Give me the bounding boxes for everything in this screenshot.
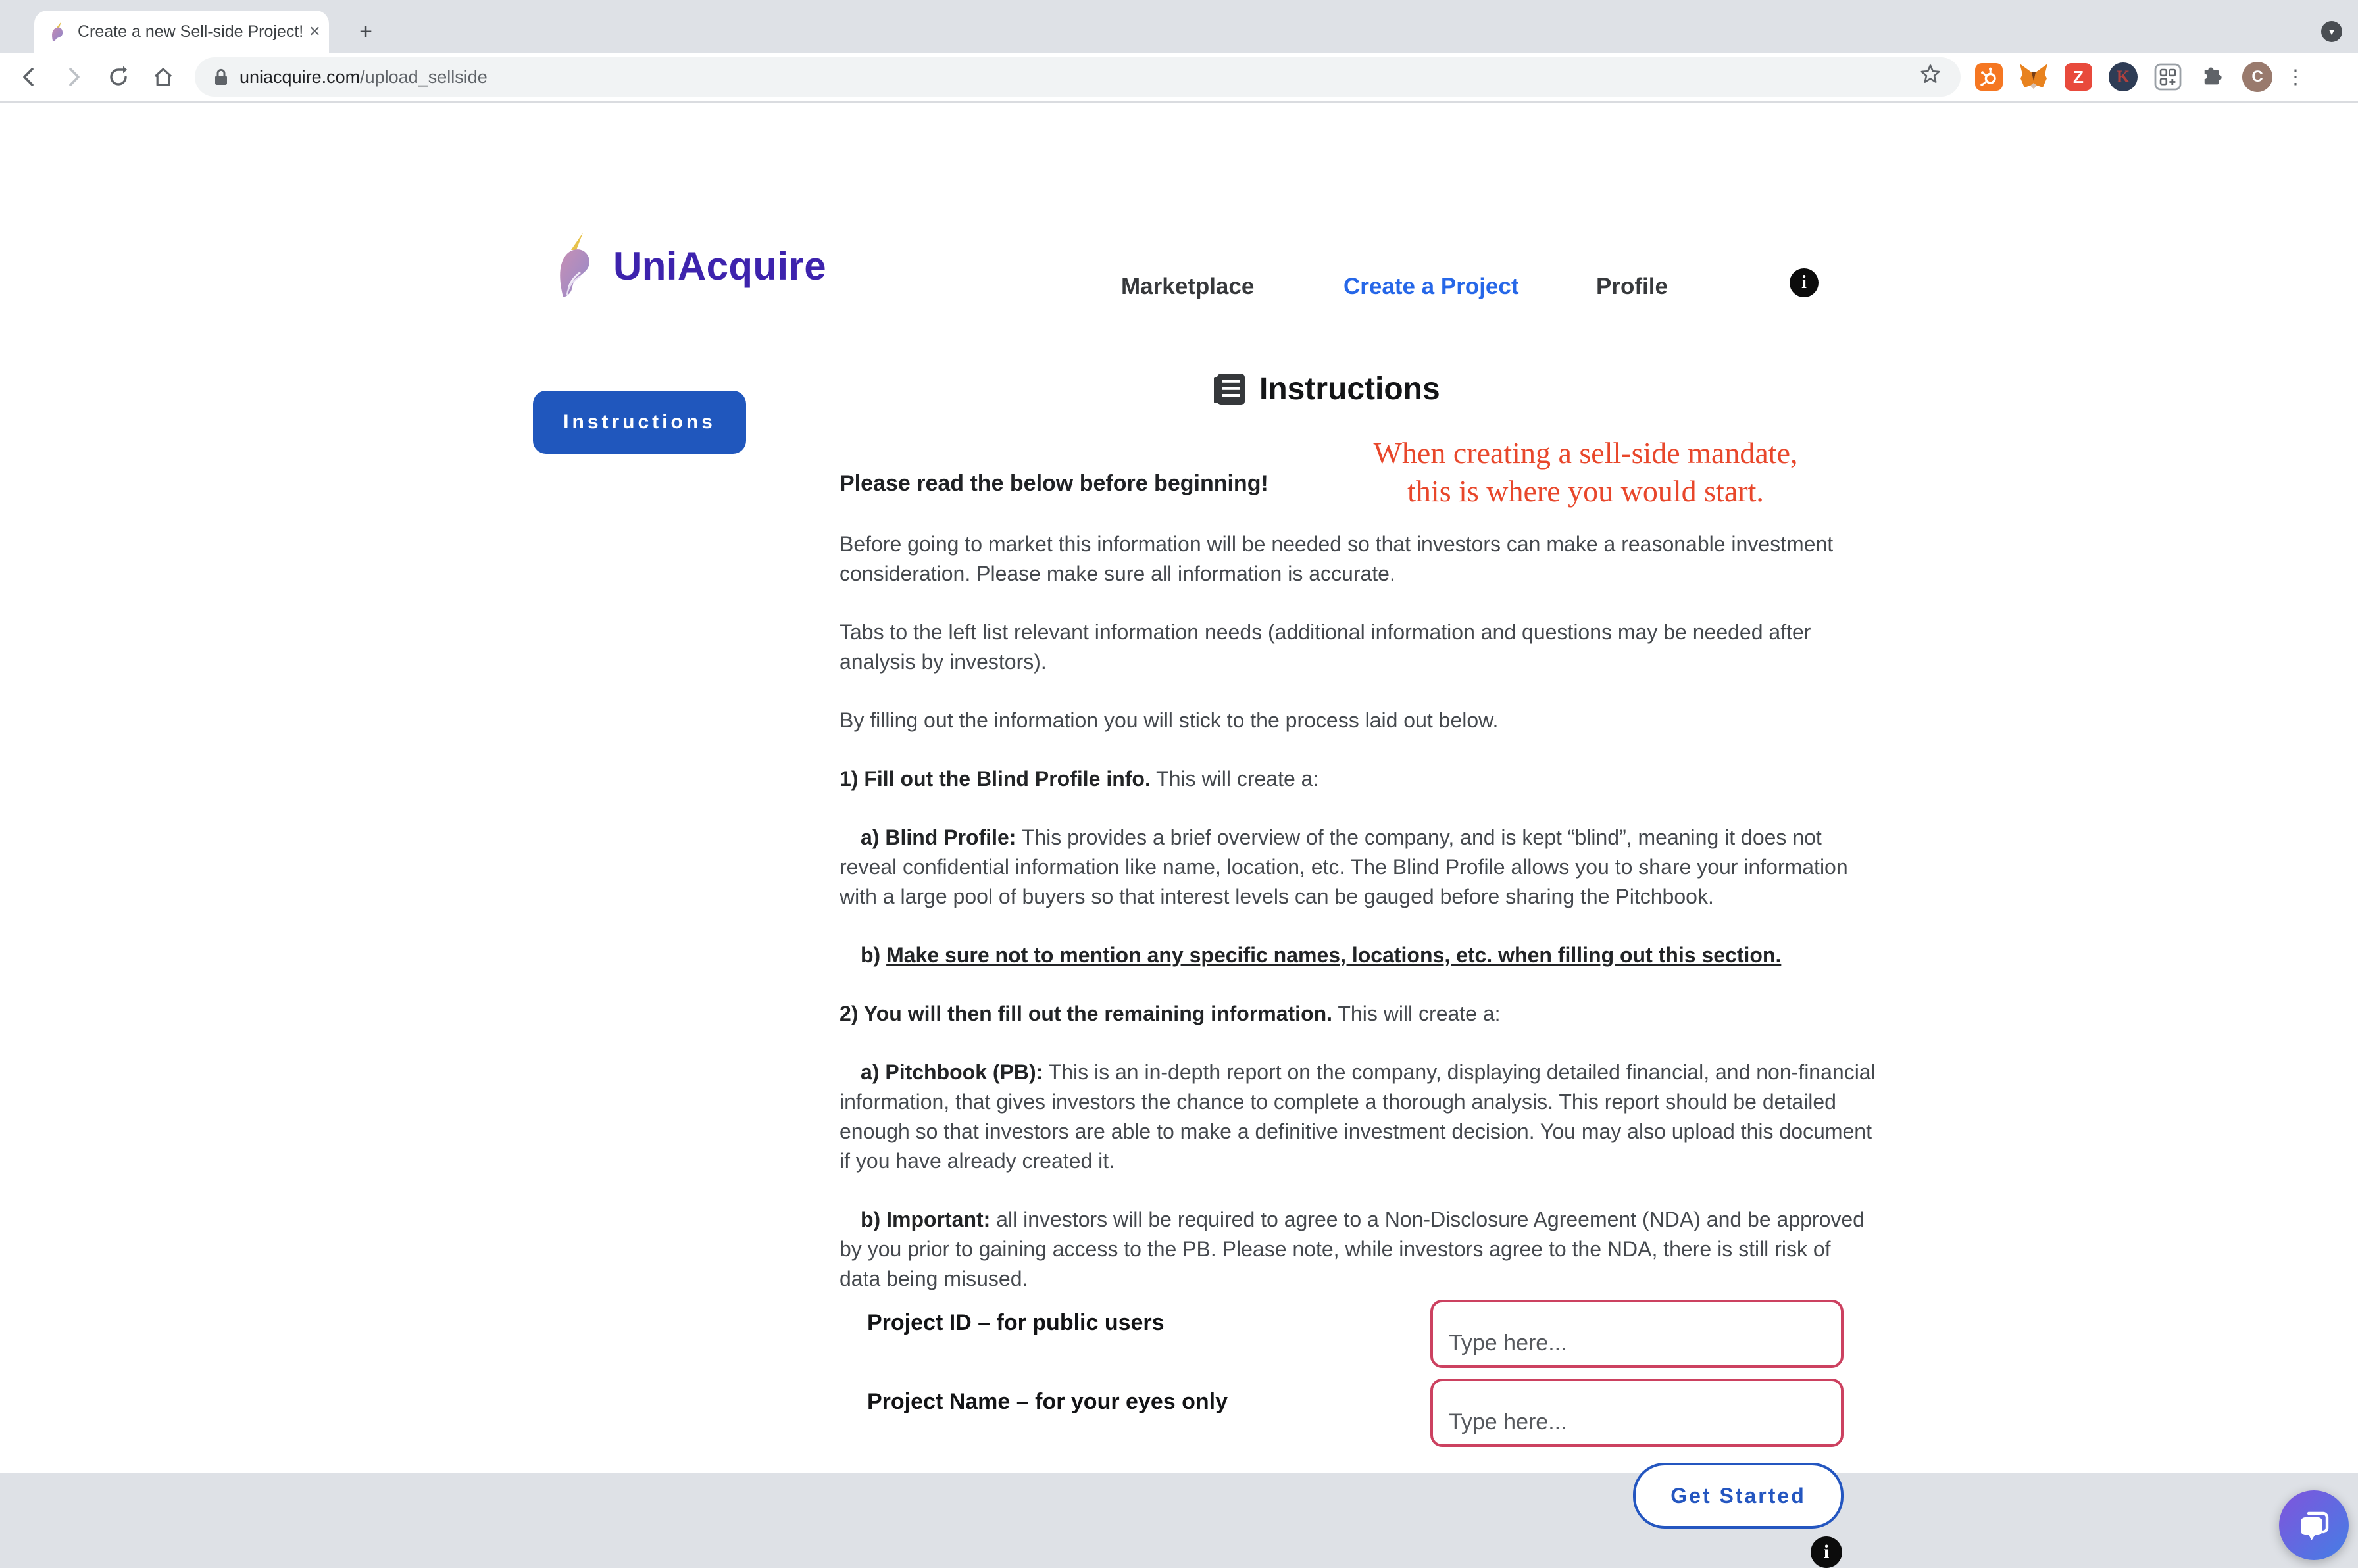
extension-hubspot-button[interactable]: [1972, 61, 2005, 93]
page-content: [0, 103, 2358, 1563]
project-name-input[interactable]: [1430, 1379, 1844, 1447]
grid-plus-icon: [2153, 62, 2182, 91]
star-icon: [1919, 62, 1942, 86]
paragraph: 2) You will then fill out the remaining information. This will create a:: [840, 1002, 1501, 1025]
paragraph: 1) Fill out the Blind Profile info. This will create a:: [840, 767, 1319, 791]
extensions-puzzle-button[interactable]: [2196, 61, 2229, 93]
paragraph: b) Make sure not to mention any specific names, locations, etc. when filling out this section.: [861, 943, 1782, 967]
lock-icon: [213, 68, 229, 86]
chat-bubbles-icon: [2297, 1508, 2331, 1542]
hubspot-sprocket-icon: [1975, 63, 2003, 91]
project-name-label: Project Name – for your eyes only: [867, 1389, 1228, 1414]
new-tab-button[interactable]: +: [359, 18, 372, 44]
site-logo[interactable]: [550, 232, 826, 300]
get-started-button[interactable]: Get Started: [1633, 1463, 1844, 1529]
extension-zoominfo-button[interactable]: [2062, 61, 2095, 93]
back-button[interactable]: [13, 61, 45, 93]
k-extension-icon: K: [2109, 62, 2138, 91]
nav-create-a-project[interactable]: Create a Project: [1343, 274, 1519, 299]
bookmark-star-button[interactable]: [1919, 62, 1942, 91]
extension-metamask-button[interactable]: [2017, 61, 2050, 93]
unicorn-logo-icon: [550, 232, 603, 300]
reload-icon: [107, 65, 130, 89]
reload-button[interactable]: [103, 61, 134, 93]
url-text: [239, 67, 488, 87]
annotation-line-2: this is where you would start.: [1407, 474, 1764, 508]
nav-profile[interactable]: Profile: [1596, 274, 1668, 299]
home-icon: [151, 65, 175, 89]
address-bar[interactable]: [195, 57, 1961, 97]
page-title: [1212, 371, 1440, 407]
form-info-icon[interactable]: i: [1811, 1536, 1842, 1568]
tab-close-icon[interactable]: ✕: [309, 23, 321, 39]
project-id-input[interactable]: [1430, 1300, 1844, 1368]
browser-tab[interactable]: [34, 11, 329, 53]
page-title-text: Instructions: [1259, 372, 1440, 406]
unicorn-favicon: [47, 21, 68, 42]
chat-launcher-button[interactable]: [2279, 1490, 2349, 1560]
tab-strip: [0, 0, 2358, 53]
intro-line: Please read the below before beginning!: [840, 471, 1268, 496]
chevron-down-icon: ▼: [2327, 26, 2336, 37]
paragraph: By filling out the information you will stick to the process laid out below.: [840, 708, 1499, 732]
project-id-label: Project ID – for public users: [867, 1310, 1165, 1335]
nav-info-icon[interactable]: i: [1790, 268, 1819, 297]
paragraph: Tabs to the left list relevant information needs (additional information and questions may be needed after analysis by investors).: [840, 620, 1811, 674]
instructions-body: [840, 471, 1876, 1323]
instructions-news-icon: [1212, 372, 1247, 407]
forward-icon: [70, 69, 78, 85]
puzzle-icon: [2199, 63, 2226, 91]
paragraph: b) Important: all investors will be required to agree to a Non-Disclosure Agreement (NDA) and be approved by you prior to gaining access to the PB. Please note, while investors agree to the NDA, there is still risk of data being misused.: [840, 1208, 1865, 1290]
avatar: C: [2242, 62, 2272, 92]
url-host: uniacquire.com: [239, 66, 361, 87]
annotation-line-1: When creating a sell-side mandate,: [1373, 436, 1798, 470]
browser-toolbar: [0, 53, 2358, 103]
forward-button[interactable]: [58, 61, 89, 93]
metamask-fox-icon: [2019, 62, 2049, 91]
paragraph: Before going to market this information will be needed so that investors can make a reasonable investment consideration. Please make sure all information is accurate.: [840, 532, 1834, 585]
paragraph: a) Pitchbook (PB): This is an in-depth report on the company, displaying detailed financial, and non-financial information, that gives investors the chance to complete a thorough analysis. This report should be detailed enough so that investors are able to make a definitive investment decision. You may also upload this document if you have already created it.: [840, 1060, 1876, 1173]
paragraph: a) Blind Profile: This provides a brief overview of the company, and is kept “blind”, meaning it does not reveal confidential information like name, location, etc. The Blind Profile allows you to share your information with a large pool of buyers so that interest levels can be gauged before sharing the Pitchbook.: [840, 825, 1848, 908]
back-icon: [24, 69, 32, 85]
nav-marketplace[interactable]: Marketplace: [1121, 274, 1255, 299]
logo-text: UniAcquire: [613, 243, 827, 288]
extension-grid-button[interactable]: [2151, 61, 2184, 93]
extension-k-button[interactable]: [2107, 61, 2140, 93]
profile-avatar-button[interactable]: [2241, 61, 2274, 93]
zoominfo-icon: Z: [2065, 63, 2092, 91]
tab-title: Create a new Sell-side Project!: [78, 22, 304, 41]
browser-menu-button[interactable]: ⋮: [2286, 66, 2305, 88]
url-path: /upload_sellside: [360, 66, 488, 87]
sidebar-item-instructions[interactable]: Instructions: [533, 391, 746, 454]
home-button[interactable]: [147, 61, 179, 93]
tab-search-button[interactable]: [2321, 21, 2342, 42]
